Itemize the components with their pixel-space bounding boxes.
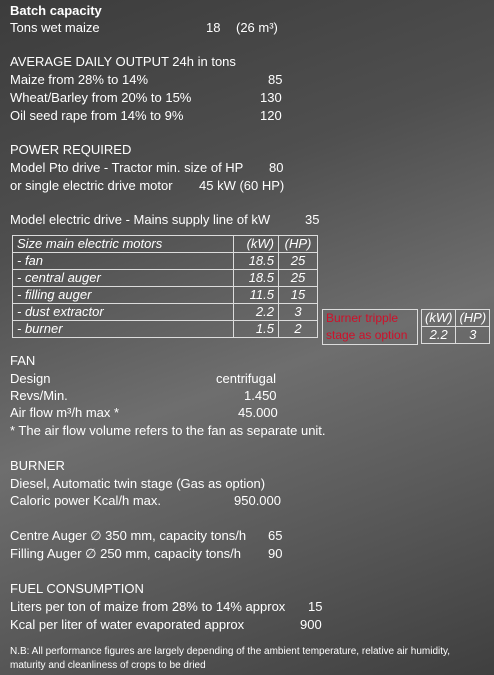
output-row-label: Wheat/Barley from 20% to 15%: [10, 90, 192, 105]
fuel-kcal-value: 900: [300, 617, 322, 632]
burner-heading: BURNER: [10, 458, 65, 473]
fan-revs-label: Revs/Min.: [10, 388, 68, 403]
burner-option-header: (HP): [456, 310, 490, 327]
motor-hp: 3: [279, 304, 318, 321]
motor-name: - fan: [13, 253, 234, 270]
motor-value: 45 kW (60 HP): [199, 178, 285, 193]
output-row-value: 85: [268, 72, 283, 87]
centre-auger-value: 65: [268, 528, 283, 543]
footnote: maturity and cleanliness of crops to be dried: [10, 660, 206, 671]
table-row: [13, 321, 318, 338]
motor-name: - central auger: [13, 270, 234, 287]
motor-hp: 2: [279, 321, 318, 338]
batch-label: Tons wet maize: [10, 20, 100, 35]
pto-label: Model Pto drive - Tractor min. size of HP: [10, 160, 244, 175]
motor-table-header: [13, 236, 318, 253]
burner-option-note: [322, 309, 418, 345]
output-row-value: 130: [260, 90, 282, 105]
motor-kw: 18.5: [234, 270, 279, 287]
motor-name: - burner: [13, 321, 234, 338]
motor-name: - filling auger: [13, 287, 234, 304]
motor-kw: 1.5: [234, 321, 279, 338]
power-heading: POWER REQUIRED: [10, 142, 132, 157]
burner-option-kw: 2.2: [422, 327, 456, 344]
fan-note: * The air flow volume refers to the fan as separate unit.: [10, 423, 326, 438]
electric-value: 35: [305, 212, 320, 227]
motor-label: or single electric drive motor: [10, 178, 173, 193]
motor-table-header-cell: (HP): [279, 236, 318, 253]
table-row: [422, 310, 490, 327]
fan-air-label: Air flow m³/h max *: [10, 405, 120, 420]
motor-table: [12, 235, 318, 338]
motor-kw: 18.5: [234, 253, 279, 270]
burner-option-hp: 3: [456, 327, 490, 344]
motor-hp: 15: [279, 287, 318, 304]
output-row-value: 120: [260, 108, 282, 123]
motor-kw: 11.5: [234, 287, 279, 304]
table-row: [13, 253, 318, 270]
fan-air-value: 45.000: [238, 405, 278, 420]
output-heading: AVERAGE DAILY OUTPUT 24h in tons: [10, 54, 236, 69]
batch-heading: Batch capacity: [10, 3, 102, 18]
burner-option-line: Burner tripple: [326, 311, 399, 325]
output-row-label: Oil seed rape from 14% to 9%: [10, 108, 184, 123]
filling-auger-label: Filling Auger ∅ 250 mm, capacity tons/h: [10, 546, 241, 561]
burner-caloric-label: Caloric power Kcal/h max.: [10, 493, 161, 508]
fuel-kcal-label: Kcal per liter of water evaporated approx: [10, 617, 245, 632]
burner-type: Diesel, Automatic twin stage (Gas as option): [10, 476, 266, 491]
output-row-label: Maize from 28% to 14%: [10, 72, 149, 87]
burner-option-header: (kW): [422, 310, 456, 327]
motor-table-header-cell: Size main electric motors: [13, 236, 234, 253]
table-row: [422, 327, 490, 344]
table-row: [13, 304, 318, 321]
burner-option-line: stage as option: [326, 328, 408, 342]
pto-value: 80: [269, 160, 284, 175]
electric-label: Model electric drive - Mains supply line of kW: [10, 212, 271, 227]
filling-auger-value: 90: [268, 546, 283, 561]
table-row: [13, 287, 318, 304]
motor-name: - dust extractor: [13, 304, 234, 321]
table-row: [13, 270, 318, 287]
motor-hp: 25: [279, 253, 318, 270]
fuel-heading: FUEL CONSUMPTION: [10, 581, 144, 596]
fan-design-value: centrifugal: [216, 371, 276, 386]
fan-design-label: Design: [10, 371, 51, 386]
fuel-liters-label: Liters per ton of maize from 28% to 14% approx: [10, 599, 286, 614]
fuel-liters-value: 15: [308, 599, 323, 614]
burner-caloric-value: 950.000: [234, 493, 281, 508]
motor-hp: 25: [279, 270, 318, 287]
fan-revs-value: 1.450: [244, 388, 277, 403]
fan-heading: FAN: [10, 353, 36, 368]
motor-kw: 2.2: [234, 304, 279, 321]
batch-value: 18: [206, 20, 221, 35]
burner-option-table: [421, 309, 490, 344]
centre-auger-label: Centre Auger ∅ 350 mm, capacity tons/h: [10, 528, 247, 543]
batch-value-alt: (26 m³): [236, 20, 278, 35]
footnote: N.B: All performance figures are largely depending of the ambient temperature, relative air humidity,: [10, 646, 451, 657]
motor-table-header-cell: (kW): [234, 236, 279, 253]
